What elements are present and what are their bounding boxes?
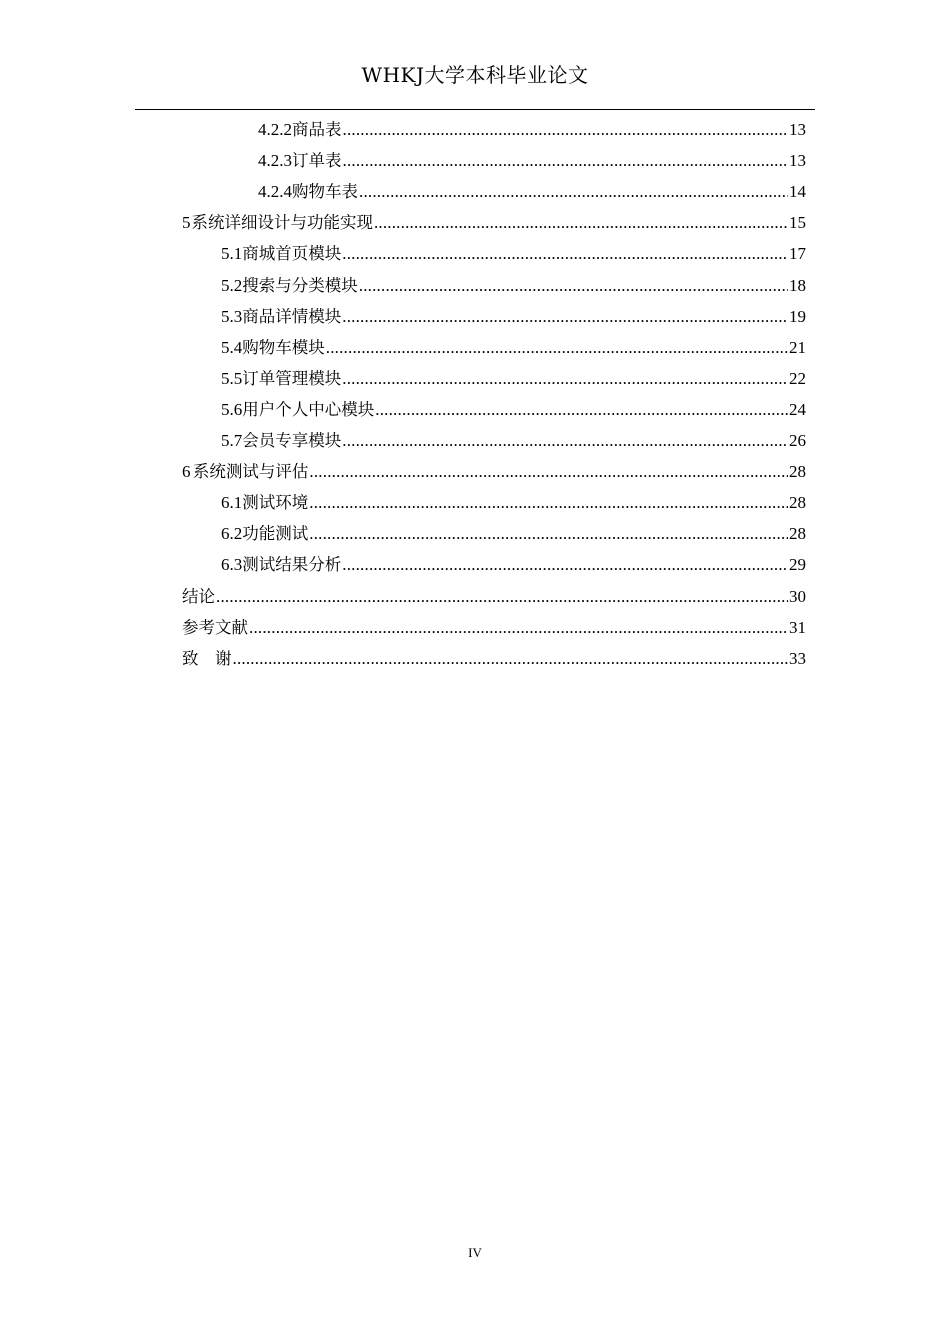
toc-entry-number: 4.2.4 — [258, 182, 292, 202]
toc-entry[interactable] — [221, 336, 806, 360]
toc-entry[interactable] — [221, 553, 806, 577]
toc-entry-title: 用户个人中心模块 — [242, 399, 375, 419]
toc-entry[interactable] — [221, 522, 806, 546]
toc-entry-page: 19 — [789, 306, 806, 326]
toc-dot-leader — [359, 274, 788, 298]
toc-entry-page: 28 — [789, 462, 806, 482]
toc-entry[interactable] — [221, 491, 806, 515]
toc-entry-page: 29 — [789, 555, 806, 575]
toc-dot-leader — [342, 553, 788, 577]
toc-entry-number: 5 — [182, 213, 191, 233]
toc-dot-leader — [342, 367, 788, 391]
toc-entry-title: 订单管理模块 — [242, 368, 342, 388]
toc-dot-leader — [342, 242, 788, 266]
toc-dot-leader — [343, 118, 789, 142]
toc-entry-page: 31 — [789, 617, 806, 637]
toc-dot-leader — [342, 429, 788, 453]
toc-entry-title: 致 谢 — [182, 648, 232, 668]
toc-entry-title: 购物车表 — [292, 182, 358, 202]
toc-entry[interactable] — [182, 585, 806, 609]
toc-entry-title: 结论 — [182, 586, 215, 606]
toc-entry[interactable] — [258, 180, 806, 204]
toc-entry-number: 6.2 — [221, 524, 243, 544]
toc-entry-number: 6 — [182, 462, 191, 482]
toc-entry[interactable] — [221, 242, 806, 266]
toc-entry-page: 21 — [789, 337, 806, 357]
toc-entry-page: 22 — [789, 368, 806, 388]
toc-entry-title: 测试结果分析 — [242, 555, 342, 575]
toc-dot-leader — [233, 647, 789, 671]
toc-entry-title: 搜索与分类模块 — [242, 275, 358, 295]
toc-entry[interactable] — [258, 149, 806, 173]
toc-entry-title: 测试环境 — [242, 493, 309, 513]
toc-dot-leader — [374, 211, 788, 235]
toc-dot-leader — [343, 149, 789, 173]
toc-entry-number: 4.2.2 — [258, 120, 292, 139]
toc-entry-title: 订单表 — [292, 151, 342, 171]
toc-entry-number: 5.2 — [221, 275, 243, 295]
toc-entry[interactable] — [221, 274, 806, 298]
page-header-title: WHKJ大学本科毕业论文 — [361, 63, 589, 87]
toc-entry-number: 5.5 — [221, 368, 243, 388]
toc-entry-page: 28 — [789, 493, 806, 513]
toc-entry-number: 6.3 — [221, 555, 243, 575]
toc-entry[interactable] — [182, 616, 806, 640]
toc-entry-page: 14 — [789, 182, 806, 202]
toc-entry[interactable] — [221, 429, 806, 453]
toc-entry-page: 17 — [789, 244, 806, 264]
toc-entry[interactable] — [182, 460, 806, 484]
toc-entry[interactable] — [221, 367, 806, 391]
toc-entry-title: 购物车模块 — [242, 337, 325, 357]
toc-entry-title: 系统测试与评估 — [192, 462, 309, 482]
toc-entry-page: 26 — [789, 431, 806, 450]
toc-entry-title: 商品表 — [292, 120, 342, 139]
toc-dot-leader — [309, 491, 788, 515]
toc-dot-leader — [375, 398, 788, 422]
toc-dot-leader — [359, 180, 788, 204]
toc-entry-number: 5.1 — [221, 244, 243, 264]
toc-entry-page: 33 — [789, 648, 806, 668]
toc-entry-number: 5.7 — [221, 431, 243, 450]
toc-entry-title: 商城首页模块 — [242, 244, 342, 264]
page-number: IV — [468, 1245, 482, 1260]
toc-entry-number: 4.2.3 — [258, 151, 292, 171]
toc-entry-title: 系统详细设计与功能实现 — [191, 213, 373, 233]
toc-dot-leader — [342, 305, 788, 329]
toc-dot-leader — [216, 585, 788, 609]
toc-entry-page: 30 — [789, 586, 806, 606]
toc-dot-leader — [249, 616, 788, 640]
toc-entry-page: 13 — [789, 120, 806, 139]
toc-entry-title: 功能测试 — [242, 524, 309, 544]
toc-entry[interactable] — [182, 211, 806, 235]
toc-entry-page: 28 — [789, 524, 806, 544]
toc-entry-page: 15 — [789, 213, 806, 233]
toc-entry-number: 6.1 — [221, 493, 243, 513]
toc-dot-leader — [309, 522, 788, 546]
toc-entry[interactable] — [182, 647, 806, 671]
toc-entry-title: 商品详情模块 — [242, 306, 342, 326]
toc-entry-number: 5.4 — [221, 337, 243, 357]
toc-dot-leader — [326, 336, 788, 360]
toc-entry-page: 18 — [789, 275, 806, 295]
toc-dot-leader — [309, 460, 788, 484]
toc-entry-title: 参考文献 — [182, 617, 248, 637]
toc-entry[interactable] — [221, 305, 806, 329]
toc-entry-title: 会员专享模块 — [242, 431, 342, 450]
toc-entry[interactable] — [221, 398, 806, 422]
toc-entry-number: 5.6 — [221, 399, 243, 419]
toc-entry-number: 5.3 — [221, 306, 243, 326]
toc-entry[interactable] — [258, 118, 806, 142]
toc-entry-page: 24 — [789, 399, 806, 419]
toc-entry-page: 13 — [789, 151, 806, 171]
header-divider — [135, 109, 815, 110]
